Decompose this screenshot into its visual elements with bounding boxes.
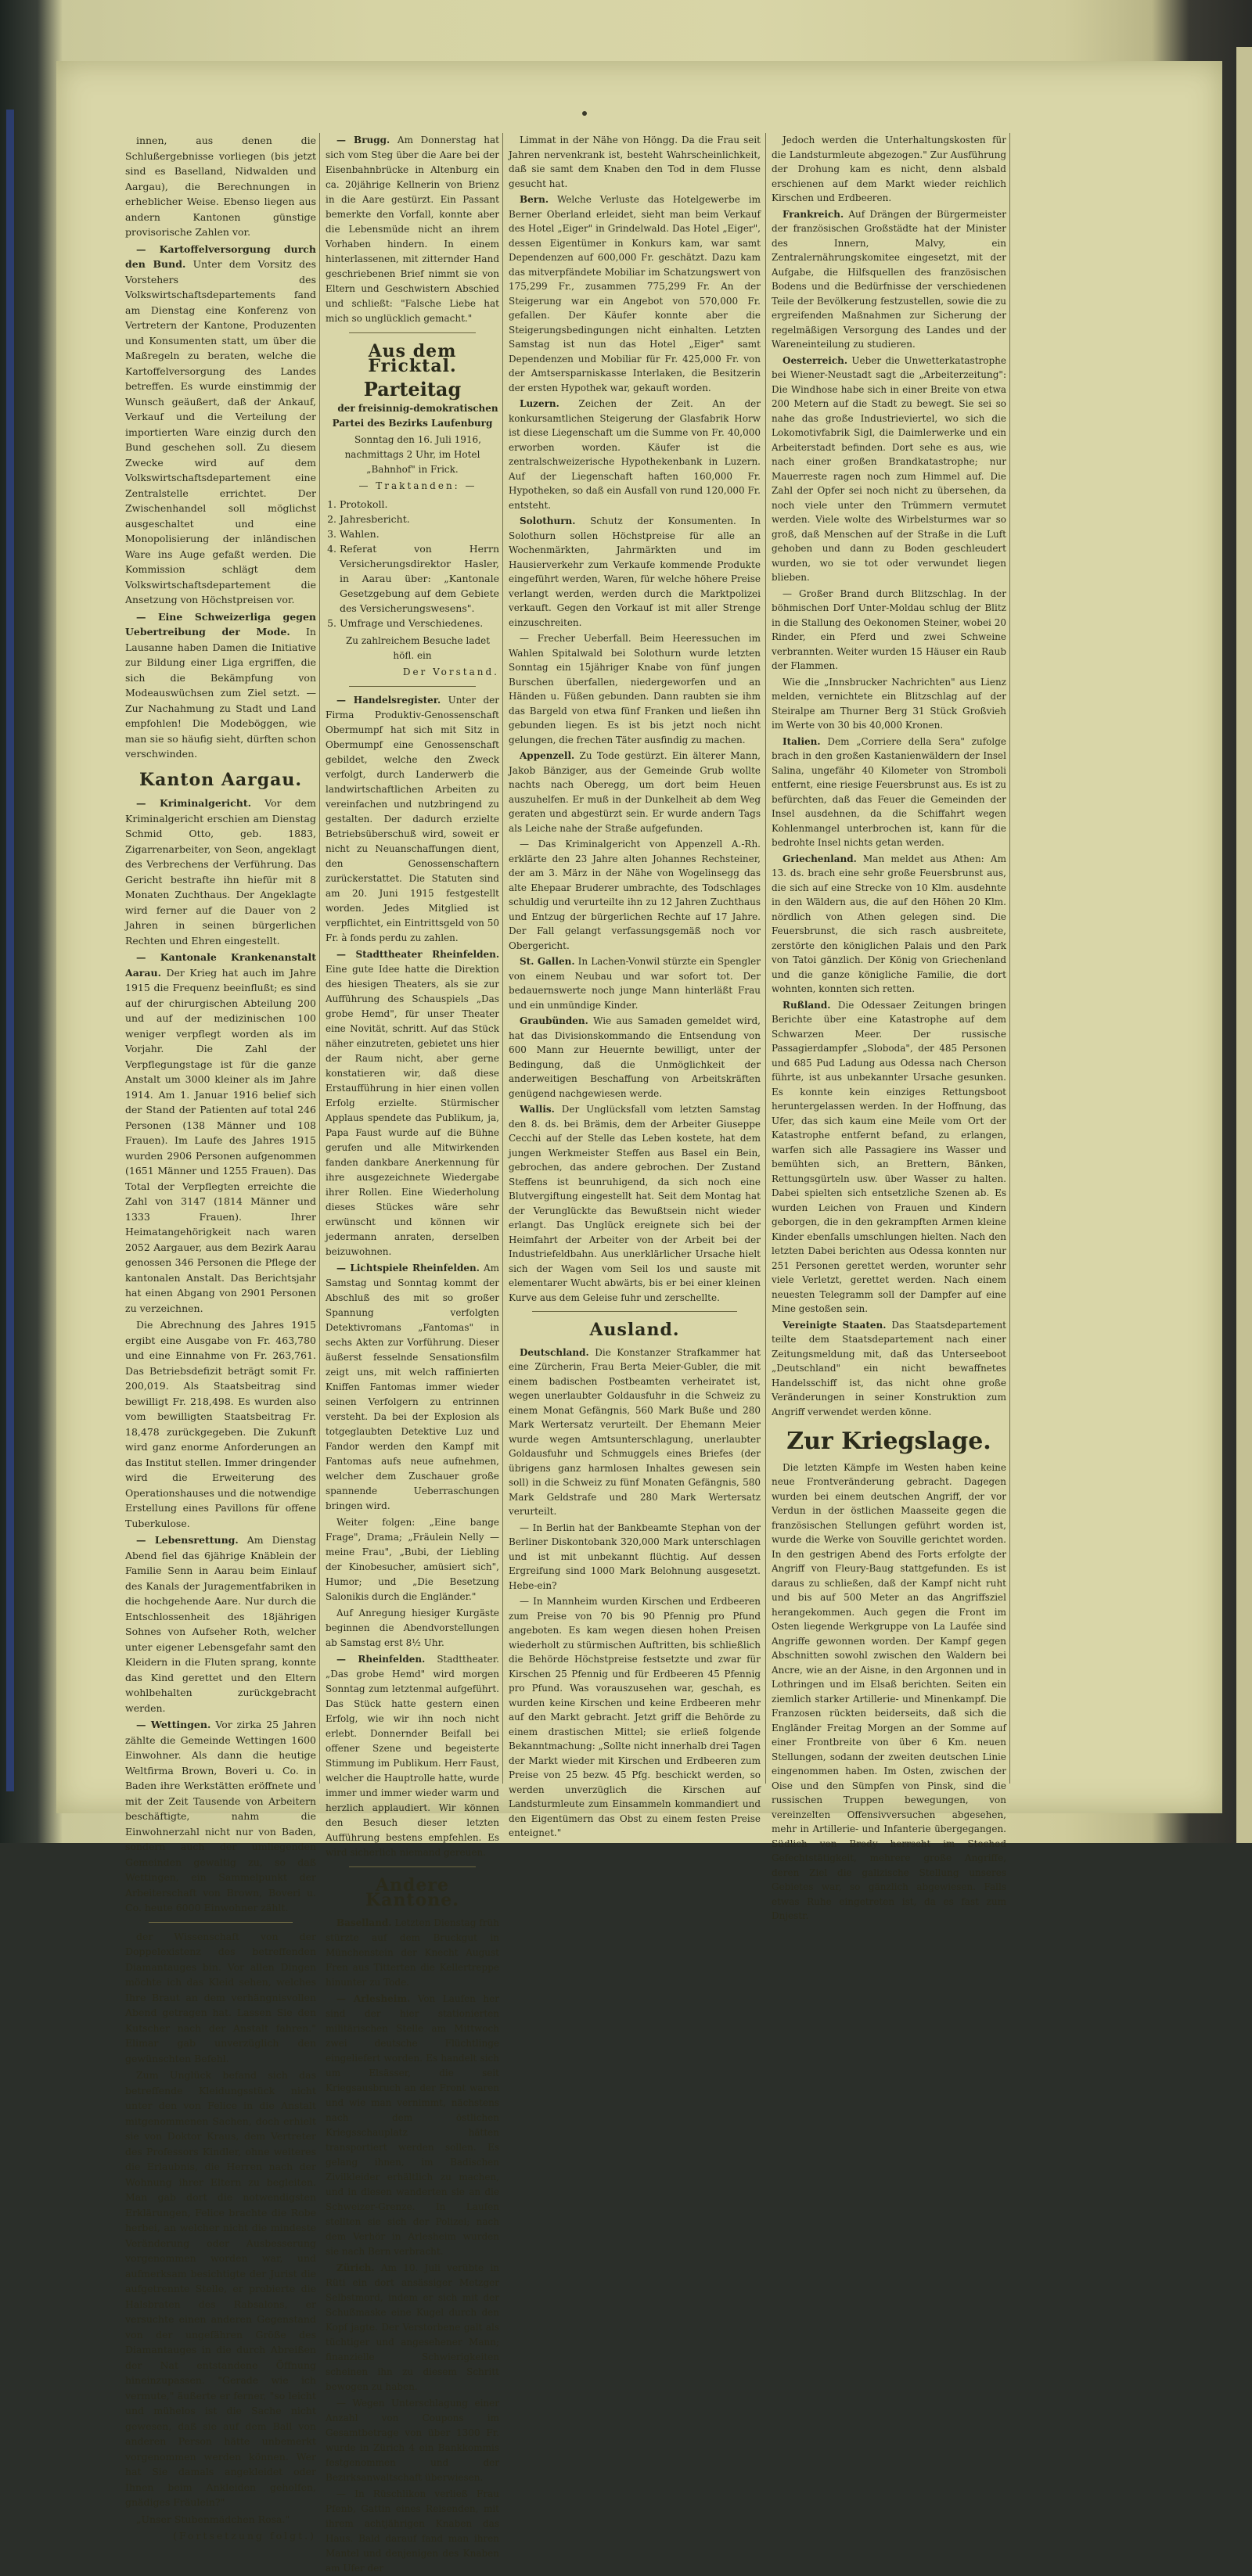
paragraph [125, 242, 316, 608]
paragraph: — In Berlin hat der Bankbeamte Stephan von der Berliner Diskontobank 320,000 Mark unterschlagen und ist mit unbekannt flüchtig. Auf dessen Ergreifung sind 1000 Mark Belohnung ausgesetzt. Hebe-ein? [509, 1522, 761, 1591]
paragraph [509, 514, 761, 630]
agenda-item: 4. Referat von Herrn Versicherungsdirektor Hasler, in Aarau über: „Kantonale Gesetzgebung auf dem Gebiete des Versicherungswesens". [340, 541, 499, 616]
paragraph-lead: — Brugg. [336, 135, 390, 146]
paragraph-text: Der Krieg hat auch im Jahre 1915 die Frequenz beeinflußt; es sind auf der chirurgischen Abteilung 200 und auf der medizinischen 100 weniger verpflegt worden als im Vorjahr. Die Zahl der Verpflegungstage ist für die ganze Anstalt um 3000 kleiner als im Jahre 1914. Am 1. Januar 1916 belief sich der Stand der Patienten auf total 246 Personen (138 Männer und 108 Frauen). Im Laufe des Jahres 1915 wurden 2906 Personen aufgenommen (1651 Männer und 1255 Frauen). Das Total der Verpflegten erreichte die Zahl von 3147 (1814 Männer und 1333 Frauen). Ihrer Heimatangehörigkeit nach waren 2052 Aargauer, aus dem Bezirk Aarau genossen 346 Personen die Pflege der kantonalen Anstalt. Das Berichtsjahr hat einen Abgang von 2901 Personen zu verzeichnen. [125, 966, 316, 1314]
page-mark [582, 111, 587, 116]
paragraph-lead: — Eine Schweizerliga gegen Uebertreibung der Mode. [125, 610, 316, 638]
paragraph-lead: Appenzell. [520, 750, 575, 761]
paragraph-text: Dem „Corriere della Sera" zufolge brach in den großen Kastanienwäldern der Insel Salina, ungefähr 40 Kilometer von Stromboli entfernt, eine riesige Feuersbrunst aus. Es ist zu befürchten, daß das Feuer die Gemeinden der Insel ausdehnen, da die Schiffahrt wegen Kohlenmangel unterbrochen ist, kann für die bedrohte Insel nichts getan werden. [772, 735, 1006, 848]
column-1 [125, 133, 317, 2542]
paragraph: Auf Anregung hiesiger Kurgäste beginnen die Abendvorstellungen ab Samstag erst 8½ Uhr. [326, 1608, 499, 1648]
paragraph-text: Welche Verluste das Hotelgewerbe im Berner Oberland erleidet, sieht man beim Verkauf des Hotel „Eiger" in Grindelwald. Das Hotel „Eiger", dessen Eigentümer in Konkurs kam, war samt Dependenzen auf 600,000 Fr. geschätzt. Dazu kam das mitverpfändete Mobiliar im Schatzungswert von 175,299 Fr., zusammen 775,299 Fr. An der Steigerung war ein Angebot von 570,000 Fr. gefallen. Der Käufer konnte aber die Steigerungsbedingungen nicht einhalten. Letzten Samstag ist nun das Hotel „Eiger" samt Dependenzen und Mobiliar für Fr. 425,000 Fr. von der Amtsersparniskasse Interlaken, die Besitzerin der ersten Hypothek war, gekauft worden. [509, 194, 761, 393]
paragraph [326, 1916, 499, 1990]
paragraph-text: Am Samstag und Sonntag kommt der Abschluß des mit so großer Spannung verfolgten Detektivromans „Fantomas" in sechs Akten zur Vorführung. Dieser äußerst fesselnde Sensationsfilm zeigt uns, mit welch raffinierten Kniffen Fantomas immer wieder seinen Verfolgern zu entrinnen versteht. Da bei der Explosion als totgeglaubten Detektive Luz und Fandor werden den Kampf mit Fantomas aufs neue aufnehmen, welcher dem Zuschauer große spannende Ueberraschungen bringen wird. [326, 1263, 499, 1511]
paragraph-lead: Oesterreich. [782, 354, 848, 366]
notice-subtitle: der freisinnig-demokratischen Partei des Bezirks Laufenburg [332, 403, 498, 429]
paragraph-lead: St. Gallen. [520, 956, 575, 967]
paragraph-text: Ueber die Unwetterkatastrophe bei Wiener-Neustadt sagt die „Arbeiterzeitung": Die Windhose habe sich in einer Breite von etwa 200 Metern auf die Stadt zu bewegt. Sie sei so nahe das große Industrieviertel, wo sich die Lokomotivfabrik Sigl, die Daimlerwerke und ein Arbeiterstadt befinden. Dort sehe es aus, wie nach einer großen Brandkatastrophe; nur Mauerreste ragen noch zum Himmel auf. Die Zahl der Opfer sei noch nicht zu übersehen, da noch viele unter den Trümmern vermutet werden. Viele wolte des Wirbelsturmes war so groß, daß Menschen auf der Straße in die Luft gehoben und dann zu Boden geschleudert wurden, wo sie tot oder verwundet liegen blieben. [772, 354, 1006, 583]
paragraph-lead: Graubünden. [520, 1015, 588, 1026]
section-heading: Kanton Aargau. [139, 769, 303, 790]
paragraph [509, 1014, 761, 1101]
paragraph-lead: — Stadttheater Rheinfelden. [336, 949, 499, 960]
paragraph: Zum Unglück befand sich das betreffende Kleidungsstück nicht unter den von Felice in die Anstalt mitgenommenen Sachen, doch erhielt sie von Doktor Kraus, dem Vertreter des Professors Kindler, ohne weiteres die Erlaubnis, die Herren nach der Wohnung ihrer Eltern zu begleiten. Man gab dort die notwendigsten Erklärungen, Felice brachte die Robe herbei, an welcher nicht die mindeste Veränderung oder Ausbesserung vorgenommen worden war, und aufmerksam besichtigte der Jurist die aufgetrennte Stelle, er probierte die Halsbraten des Rabsalons, er versuchte einen anderen Gegenstand von der ungefähren Größe des Diamantauges in die durch Abreißen der Nat entstandene Öffnung hineinzupassen. "Gerade wie ich vermute," äußerte er ferner, "so leicht und mühelos ist die Sache nicht gewesen, daß sie auf dem Ball von anderen Person hätte unbemerkt vorgenommen werden können. Wer hat Sie damals angekleidet oder Ihnen beim Ankleiden geholfen, gnädiges Fräulein?" [125, 2069, 316, 2508]
paragraph: Die letzten Kämpfe im Westen haben keine neue Frontveränderung gebracht. Dagegen wurden bei einem deutschen Angriff, der vor Verdun in der östlichen Maasseite gegen die französischen Stellungen geführt worden ist, wurde die Werke von Souville gerichtet worden. In den gestrigen Abend des Forts erfolgte der Angriff von Fleury-Baug stattgefunden. Es ist daraus zu schließen, daß der Kampf nicht ruht und bis auf 500 Meter an das Angriffsziel herangekommen. Auch gegen die Front im Osten liegende Werkgruppe von La Laufée sind Angriffe gewonnen worden. Der Kampf gegen Abschnitten sowohl zwischen den Waldern bei Ancre, wie an der Aisne, in den Argonnen und in Lothringen und im Elsaß berichten. Seiten ein ziemlich starker Artillerie- und Minenkampf. Die Franzosen rückten beiderseits, daß sich die Engländer Freitag Morgen an der Somme auf einer Frontbreite von über 6 Km. neuen Stellungen, sodann der zweiten deutschen Linie eingenommen haben. Im Osten, zwischen der Oise und den Sümpfen von Pinsk, sind die russischen Truppen bewegungen, von vereinzelten Offensivversuchen abgesehen, mehr in Artillerie- und Infanterie übergegangen. Südlich von Brody herrscht im Stochod Gefechtstätigkeit, mehrere große Angriffe, deren Ziel die galizische Stellung unseres Gebietes war, so gänzlich abgewiesen. Falls etwas Ruhe eingetreten ist, da es fast zum Dnjestr. [772, 1461, 1006, 1921]
paragraph-lead: Luzern. [520, 398, 559, 409]
column-4 [772, 133, 1006, 1921]
paragraph: Limmat in der Nähe von Höngg. Da die Frau seit Jahren nervenkrank ist, besteht Wahrscheinlichkeit, daß sie samt dem Knaben den Tod in dem Flusse gesucht hat. [509, 135, 761, 189]
agenda-item: 5. Umfrage und Verschiedenes. [340, 616, 499, 631]
paragraph-lead: — Lebensrettung. [136, 1534, 239, 1546]
paragraph-text: Unter der Firma Produktiv-Genossenschaft Obermumpf hat sich mit Sitz in Obermumpf eine Genossenschaft gebildet, welche den Zweck verfolgt, durch Landerwerb die landwirtschaftlichen Arbeiten zu vereinfachen und nutzbringend zu gestalten. Der dadurch erzielte Betriebsüberschuß wird, soweit er nicht zu Neuanschaffungen dient, den Genossenschaftern zurückerstattet. Die Statuten sind am 20. Juni 1915 festgestellt worden. Jedes Mitglied ist verpflichtet, ein Eintrittsgeld von 50 Fr. à fonds perdu zu zahlen. [326, 695, 499, 943]
paragraph [772, 998, 1006, 1317]
column-rule [319, 133, 320, 1784]
paragraph-text: Vor zirka 25 Jahren zählte die Gemeinde Wettingen 1600 Einwohner. Als dann die heutige Weltfirma Brown, Boveri u. Co. in Baden ihre Werkstätten eröffnete und mit der Zeit Tausende von Arbeitern beschäftigte, nahm die Einwohnerzahl nicht nur von Baden, sondern auch der umliegenden Gemeinden gewaltig zu, so daß Wettingen, ein Sammelpunkt der Arbeiterschaft von Brown, Boveri u. Co. heute 6000 Einwohner zählt. [125, 1719, 317, 1913]
paragraph-lead: Zürich. [336, 2262, 375, 2273]
notice-date: Sonntag den 16. Juli 1916, nachmittags 2 Uhr, im Hotel „Bahnhof" in Frick. [344, 434, 481, 475]
paragraph-lead: Deutschland. [520, 1346, 589, 1358]
paragraph: — Frecher Ueberfall. Beim Heeressuchen im Wahlen Spitalwald bei Solothurn wurde letzten Sonntag ein 15jähriger Knabe von fünf jungen Burschen überfallen, niedergeworfen und an Händen u. Füßen gebunden. Dann raubten sie ihm das Bargeld von etwa fünf Franken und ließen ihn gebunden liegen. Es ist bis jetzt noch nicht gelungen, die frechen Täter ausfindig zu machen. [509, 633, 761, 745]
paragraph-lead: — Kriminalgericht. [136, 797, 252, 809]
paragraph-text: Am Dienstag Abend fiel das 6jährige Knäblein der Familie Senn in Aarau beim Einlauf des Kanals der Juragementfabriken in die hochgehende Aare. Nur durch die Entschlossenheit des 18jährigen Sohnes von Aufseher Roth, welcher unter eigener Lebensgefahr samt den Kleidern in die Fluten sprang, konnte das Kind gerettet und den Eltern wohlbehalten zurückgebracht werden. [125, 1534, 316, 1714]
paragraph: Weiter folgen: „Eine bange Frage", Drama; „Fräulein Nelly — meine Frau", „Bubi, der Liebling der Kinobesucher, amüsiert sich", Humor; und „Die Besetzung Salonikis durch die Engländer." [326, 1517, 499, 1602]
paragraph-lead: Bern. [520, 194, 549, 205]
paragraph [509, 1102, 761, 1305]
paragraph-text: In Lausanne haben Damen die Initiative zur Bildung einer Liga ergriffen, die sich die Bekämpfung von Modeauswüchsen zum Ziel setzt. — Zur Nachahmung zu Stadt und Land empfohlen! Die Modeböggen, wie man sie so häufig sieht, dürften schon verschwinden. [125, 626, 316, 760]
continuation-note: (Fortsetzung folgt.) [173, 2530, 316, 2542]
paragraph-text: Schutz der Konsumenten. In Solothurn sollen Höchstpreise für alle an Wochenmärkten, Jahrmärkten und im Hausierverkehr zum Verkaufe kommende Produkte eingeführt werden, Waren, für welche höhere Preise verlangt werden, werden durch die Marktpolizei verkauft. Gegen den Vorkauf ist mit aller Strenge einzuschreiten. [509, 516, 761, 628]
paragraph-text: Man meldet aus Athen: Am 13. ds. brach eine sehr große Feuersbrunst aus, die sich auf eine Strecke von 10 Klm. ausdehnte in den Wäldern aus, die auf den Höhen 20 Klm. nördlich von Athen gelegen sind. Die Feuersbrunst, die sich rasch ausbreitete, zerstörte den königlichen Palais und den Park von Tatoi gänzlich. Der König von Griechenland und die ganze königliche Familie, die dort wohnten, konnten sich retten. [772, 853, 1006, 994]
paragraph: Wie die „Innsbrucker Nachrichten" aus Lienz melden, vernichtete ein Blitzschlag auf der Steiralpe am Thurner Berg 31 Stück Großvieh im Werte von 30 bis 40,000 Kronen. [772, 676, 1006, 731]
notice-closing: Zu zahlreichem Besuche ladet höfl. ein [345, 635, 491, 661]
paragraph: innen, aus denen die Schlußergebnisse vorliegen (bis jetzt sind es Baselland, Nidwalden und Aargau), die Berechnungen in erheblicher Weise. Ebenso liegen aus andern Kantonen günstige provisorische Zahlen vor. [125, 135, 316, 238]
paragraph: — In Rüschlikon verließ Frau Pfenb, Gattin eines Reisenden, mit ihrem achtjährigen Knaben das Haus. Bald darauf fand man ihren Mantel und denjenigen des Knaben am Ufer der [326, 2488, 499, 2574]
paragraph-text: Die Konstanzer Strafkammer hat eine Zürcherin, Frau Berta Meier-Gubler, die mit einem badischen Postbeamten verheiratet ist, wegen unerlaubter Goldausfuhr in die Schweiz zu einem Monat Gefängnis, 560 Mark Buße und 280 Mark Wertersatz verurteilt. Der Ehemann Meier wurde wegen Amtsunterschlagung, unerlaubter Goldausfuhr und Schmuggels eines Briefes (der übrigens ganz harmlosen Inhaltes gewesen sein soll) in die Schweiz zu fünf Monaten Gefängnis, 580 Mark Geldstrafe und 280 Mark Wertersatz verurteilt. [509, 1346, 761, 1517]
section-rule [532, 1311, 737, 1312]
paragraph-text: Unter dem Vorsitz des Vorstehers des Volkswirtschaftsdepartements fand am Dienstag eine Konferenz von Vertretern der Kantone, Produzenten und Konsumenten statt, um über die Maßregeln zu beraten, welche die Kartoffelversorgung des Landes betreffen. Es wurde einstimmig der Wunsch geäußert, daß der Ankauf, Verkauf und die Verteilung der importierten Ware einzig durch den Bund geschehen soll. Zu diesem Zwecke wird auf dem Volkswirtschaftsdepartement eine Zentralstelle errichtet. Der Zwischenhandel soll möglichst ausgeschaltet und eine Monopolisierung der inländischen Ware ins Auge gefaßt werden. Die Kommission schlägt dem Volkswirtschaftsdepartement die Ansetzung von Höchstpreisen vor. [125, 258, 316, 605]
paragraph: „Unser Stubenmädchen Rosa." [136, 2513, 290, 2525]
paragraph-lead: — Rheinfelden. [336, 1654, 426, 1665]
paragraph-text: Der Unglücksfall vom letzten Samstag den 8. ds. bei Brämis, dem der Arbeiter Giuseppe Cecchi auf der Stelle das Leben kostete, hat dem jungen Werkmeister Steffen aus Basel ein Bein, gebrochen, das andere gebrochen. Der Zustand Steffens ist beunruhigend, da sich noch eine Blutvergiftung eingestellt hat. Seit dem Montag hat der Verunglückte das Bewußtsein nicht wieder erlangt. Das Unglück ereignete sich bei der Heimfahrt der Arbeiter von der Arbeit bei der Industriefeldbahn. Aus unerklärlicher Ursache hielt sich der Wagen vom Seil los und sauste mit elementarer Wucht abwärts, bis er bei einer kleinen Kurve aus dem Geleise fuhr und zerschellte. [509, 1104, 761, 1303]
section-rule [349, 686, 476, 687]
paragraph-lead: — Handelsregister. [336, 695, 441, 706]
paragraph [326, 947, 499, 1259]
paragraph [772, 735, 1006, 850]
paragraph-lead: Rußland. [782, 999, 831, 1011]
paragraph [772, 1318, 1006, 1420]
section-heading: Aus dem Fricktal. [368, 341, 457, 376]
paragraph: Die Abrechnung des Jahres 1915 ergibt eine Ausgabe von Fr. 463,780 und eine Einnahme von Fr. 263,761. Das Betriebsdefizit beträgt somit Fr. 200,019. Als Staatsbeitrag sind bewilligt Fr. 218,498. Es wurden also vom bewilligten Staatsbeitrag Fr. 18,478 zurückgegeben. Die Zukunft wird ganz enorme Anforderungen an das Institut stellen. Immer dringender wird die Erweiterung des Operationshauses und die notwendige Erstellung eines Pavillons für offene Tuberkulose. [125, 1319, 316, 1529]
paragraph-text: Wie aus Samaden gemeldet wird, hat das Divisionskommando die Entsendung von 600 Mann zur Heuernte bewilligt, unter der Bedingung, daß die Unmöglichkeit der anderweitigen Beschaffung von Arbeitskräften genügend nachgewiesen werde. [509, 1015, 761, 1099]
section-rule [149, 1922, 293, 1923]
paragraph-lead: — Kartoffelversorgung durch den Bund. [125, 243, 316, 270]
paragraph-text: Stadttheater. „Das grobe Hemd" wird morgen Sonntag zum letztenmal aufgeführt. Das Stück hatte gestern einen Erfolg, wie wir ihn noch nicht erlebt. Donnernder Beifall bei offener Szene und begeisterte Stimmung im Publikum. Herr Faust, welcher die Hauptrolle hatte, wurde immer und immer wieder warm und herzlich applaudiert. Wir können den Besuch dieser letzten Aufführung bestens empfehlen. Es wird sicherlich niemand gereuen. [326, 1654, 499, 1858]
paragraph [772, 852, 1006, 997]
column-rule [1009, 133, 1010, 1784]
column-rule [502, 133, 503, 1784]
paragraph-text: Am Donnerstag hat sich vom Steg über die Aare bei der Eisenbahnbrücke in Altenburg ein ca. 20jährige Kellnerin von Brienz in die Aare gestürzt. Ein Passant bemerkte den Vorfall, konnte aber die Lebensmüde nicht an ihrem Vorhaben hindern. In einem hinterlassenen, mit zitternder Hand geschriebenen Brief nimmt sie von Eltern und Geschwistern Abschied und schließt: "Falsche Liebe hat mich so unglücklich gemacht." [326, 135, 499, 324]
paragraph [509, 397, 761, 512]
paragraph: — Wegen Unterschlagung einer Anzahl von Coupons im Gesamtbetrage von über 1300 Fr. wurde in Zürich 4 ein Bankkommis festgenommen und der Bezirksanwaltschaft überwiesen. [326, 2398, 499, 2483]
column-3 [509, 133, 761, 1838]
section-heading: Andere Kantone. [365, 1875, 459, 1910]
paragraph-text: Zeichen der Zeit. An der konkursamtlichen Steigerung der Glasfabrik Horw ist diese Liegenschaft um die Summe von Fr. 40,000 erworben worden. Käufer ist die zentralschweizerische Hypothekenbank in Luzern. Auf der Liegenschaft haften 160,000 Fr. Hypotheken, so daß ein Ausfall von rund 120,000 Fr. entsteht. [509, 398, 761, 511]
paragraph-lead: Solothurn. [520, 516, 576, 526]
paragraph [509, 192, 761, 395]
notice-title: Parteitag [363, 378, 462, 401]
paragraph-lead: Baselland. [336, 1917, 392, 1928]
paragraph [125, 609, 316, 762]
paragraph: — Das Kriminalgericht von Appenzell A.-Rh. erklärte den 23 Jahre alten Johannes Rechsteiner, der am 3. März in der Nähe von Wogelinsegg das alte Ehepaar Bruderer umbrachte, des Todschlages schuldig und verurteilte ihn zu 12 Jahren Zuchthaus und Entzug der bürgerlichen Rechte auf 17 Jahre. Der Fall gelangt verfassungsgemäß noch vor Obergericht. [509, 839, 761, 951]
paragraph: der Wissenschaft von der Doppelexistenz des betreffenden Diamantauges bin. Vor allen Dingen möchte ich das Kleid sehen, welches Ihre Braut an dem verhängnisvollen Abend getragen hat. Lassen Sie den Kutscher nach der Anstalt fahren." Elimar gab unverzüglich den gewünschten Befehl. [125, 1930, 316, 2064]
paragraph [509, 954, 761, 1012]
paragraph-lead: Frankreich. [782, 208, 844, 220]
notice-signature: Der Vorstand. [402, 666, 499, 677]
adjacent-page-edge [1236, 47, 1252, 1843]
paragraph: — Großer Brand durch Blitzschlag. In der böhmischen Dorf Unter-Moldau schlug der Blitz in die Stallung des Oekonomen Steiner, wobei 20 Rinder, ein Pferd und zwei Schweine verbrannten. Weiter wurden 15 Häuser ein Raub der Flammen. [772, 587, 1006, 671]
paragraph-lead: — Kantonale Krankenanstalt Aarau. [125, 951, 316, 979]
paragraph: — In Mannheim wurden Kirschen und Erdbeeren zum Preise von 70 bis 90 Pfennig pro Pfund angeboten. Es kam wegen diesen hohen Preisen wiederholt zu stürmischen Auftritten, bis schließlich die Behörde Höchstpreise festsetzte und zwar für Kirschen 25 Pfennig und für Erdbeeren 45 Pfennig pro Pfund. Was vorauszusehen war, geschah, es wurden keine Kirschen und keine Erdbeeren mehr auf den Markt gebracht. Jetzt griff die Behörde zu einem drastischen Mittel; sie erließ folgende Bekanntmachung: „Sollte nicht innerhalb drei Tagen der Markt wieder mit Kirschen und Erdbeeren zum Preise von 25 bezw. 45 Pfg. beschickt werden, so werden unverzüglich die Kirschen auf Landsturmleute zum Einsammeln kommandiert und den Eigentümern das Obst zu einem festen Preise enteignet." [509, 1596, 761, 1838]
paragraph [326, 2261, 499, 2395]
section-heading: Ausland. [589, 1320, 680, 1340]
paragraph-lead: Wallis. [520, 1104, 555, 1115]
paragraph [326, 1992, 499, 2259]
paragraph [772, 207, 1006, 352]
paragraph-text: Eine gute Idee hatte die Direktion des hiesigen Theaters, als sie zur Aufführung des Schauspiels „Das grobe Hemd", für unser Theater eine Novität, schritt. Auf das Stück näher einzutreten, gebietet uns hier der Raum nicht, aber gerne konstatieren wir, daß diese Erstaufführung in hier einen vollen Erfolg erzielte. Stürmischer Applaus spendete das Publikum, ja, Papa Faust wurde auf die Bühne gerufen und alle Mitwirkenden fanden dankbare Anerkennung für ihre ausgezeichnete Wiedergabe ihrer Rollen. Eine Wiederholung dieses Stückes wäre sehr erwünscht und können wir jedermann anraten, derselben beizuwohnen. [326, 964, 499, 1257]
paragraph [326, 133, 499, 326]
paragraph-text: Vor dem Kriminalgericht erschien am Dienstag Schmid Otto, geb. 1883, Zigarrenarbeiter, von Seon, angeklagt des Verbrechens der Verführung. Das Gericht bestrafte ihn hiefür mit 8 Monaten Zuchthaus. Der Angeklagte wird ferner auf die Dauer von 2 Jahren in seinen bürgerlichen Rechten und Ehren eingestellt. [125, 797, 316, 947]
agenda-item: 3. Wahlen. [340, 526, 499, 541]
paragraph [125, 1532, 316, 1716]
section-rule [349, 332, 476, 333]
agenda-list [340, 497, 499, 631]
paragraph [125, 796, 316, 948]
paragraph-text: Auf Drängen der Bürgermeister der französischen Großstädte hat der Minister des Innern, Malvy, ein Zentralernährungskomitee eingesetzt, mit der Aufgabe, die Hilfsquellen des französischen Bodens und die Bedürfnisse der verschiedenen Teile der Bevölkerung festzustellen, sowie die zu ergreifenden Maßnahmen zur Sicherung der regelmäßigen Versorgung des Landes und der Wareneinteilung zu studieren. [772, 208, 1006, 350]
paragraph-lead: — Lichtspiele Rheinfelden. [336, 1263, 480, 1274]
paragraph [509, 1345, 761, 1519]
paragraph-lead: — Wettingen. [136, 1719, 211, 1730]
paragraph-text: Von Laufen her sind der hier stationierten militärischen Stelle am Mittwoch zwei deutsche Flüchtlinge eingeliefert worden. Es handelt sich um Elsässer, die seit Kriegsausbruch an der Front waren und wie man vernimmt, nächstens nach dem östlichen Kriegsschauplatz hätten transportiert werden sollen. Es gelang ihnen, im Badischen Zivilkleider erhältlich zu machen, und in diesen wanderten sie an die Schweizer-Grenze. In Laufen stellten sie sich der Polizei; nach dem Verhör in Arlesheim wurden sie nach Bern verbracht. [326, 1993, 499, 2257]
paragraph-text: Am 10. Juli verübte in Rüti ein dort ansässiger Metzger Selbstmord, indem er sich mit der Schußmaske eine Kugel durch den Kopf jagte. Der Verstorbene galt als tüchtiger und angesehener Mann; finanzielle Schwierigkeiten scheinen ihn zu diesem Schritt bewogen zu haben. [326, 2262, 499, 2392]
paragraph-lead: Griechenland. [782, 853, 857, 864]
paragraph [125, 950, 316, 1316]
paragraph-lead: — Arlesheim. [336, 1993, 411, 2004]
agenda-item: 2. Jahresbericht. [340, 512, 499, 526]
agenda-label: — Traktanden: — [358, 480, 477, 491]
book-binding [6, 110, 14, 1791]
paragraph: Jedoch werden die Unterhaltungskosten für die Landsturmleute abgezogen." Zur Ausführung der Drohung kam es nicht, denn alsbald erschienen auf dem Markt wieder reichlich Kirschen und Erdbeeren. [772, 135, 1006, 203]
paragraph [326, 693, 499, 946]
paragraph-text: Letzten Dienstag früh stürzte auf dem Bruckgut in Münchenstein der Knecht August Fren aus Titterten die Kellertreppe hinunter zu Tode. [326, 1917, 499, 1988]
paragraph [326, 1261, 499, 1514]
paragraph-lead: Vereinigte Staaten. [782, 1319, 887, 1331]
section-heading-large: Zur Kriegslage. [786, 1428, 991, 1455]
column-2 [326, 133, 499, 2574]
paragraph-text: Das Staatsdepartement teilte dem Staatsdepartement nach einer Zeitungsmeldung mit, daß das Unterseeboot „Deutschland" ein nicht bewaffnetes Handelsschiff ist, das nicht ohne große Veränderungen in seiner Konstruktion zum Angriff verwendet werden könne. [772, 1319, 1006, 1417]
paragraph [326, 1652, 499, 1860]
paragraph-lead: Italien. [782, 735, 821, 747]
column-rule [765, 133, 766, 1784]
paragraph-text: Die Odessaer Zeitungen bringen Berichte über eine Katastrophe auf dem Schwarzen Meer. Der russische Passagierdampfer „Sloboda", der 485 Personen und 685 Pud Ladung aus Odessa nach Cherson führte, ist aus unbekannter Ursache gesunken. Es konnte kein einziges Rettungsboot heruntergelassen werden. In der Hoffnung, das Ufer, das sich kaum eine Meile vom Ort der Katastrophe entfernt befand, zu erlangen, warfen sich alle Passagiere ins Wasser und bemühten sich, an Brettern, Bänken, Rettungsgürteln usw. über Wasser zu halten. Dabei spielten sich entsetzliche Szenen ab. Es wurden Leichen von Frauen und Kindern geborgen, die in den gekrampften Armen kleine Kinder ebenfalls umschlungen hielten. Nach den letzten Dabei berichten aus Odessa konnten nur 251 Personen gerettet werden, worunter sehr viele Verletzt, gerettet werden. Nach einem neuesten Telegramm soll der Dampfer auf eine Mine gestoßen sein. [772, 999, 1006, 1314]
paragraph [509, 749, 761, 835]
paragraph-text: Zu Tode gestürzt. Ein älterer Mann, Jakob Bänziger, aus der Gemeinde Grub wollte nachts nach Oberegg, um dort beim Heuen auszuhelfen. Er muß in der Dunkelheit ab dem Weg geraten und abgestürzt sein. Er wurde andern Tags als Leiche nahe der Straße aufgefunden. [509, 750, 761, 834]
paragraph-text: In Lachen-Vonwil stürzte ein Spengler von einem Neubau und war sofort tot. Der bedauernswerte noch junge Mann hinterläßt Frau und ein unmündige Kinder. [509, 956, 761, 1011]
section-rule [349, 1866, 476, 1867]
paragraph [772, 354, 1006, 585]
paragraph [125, 1717, 316, 1916]
agenda-item: 1. Protokoll. [340, 497, 499, 512]
